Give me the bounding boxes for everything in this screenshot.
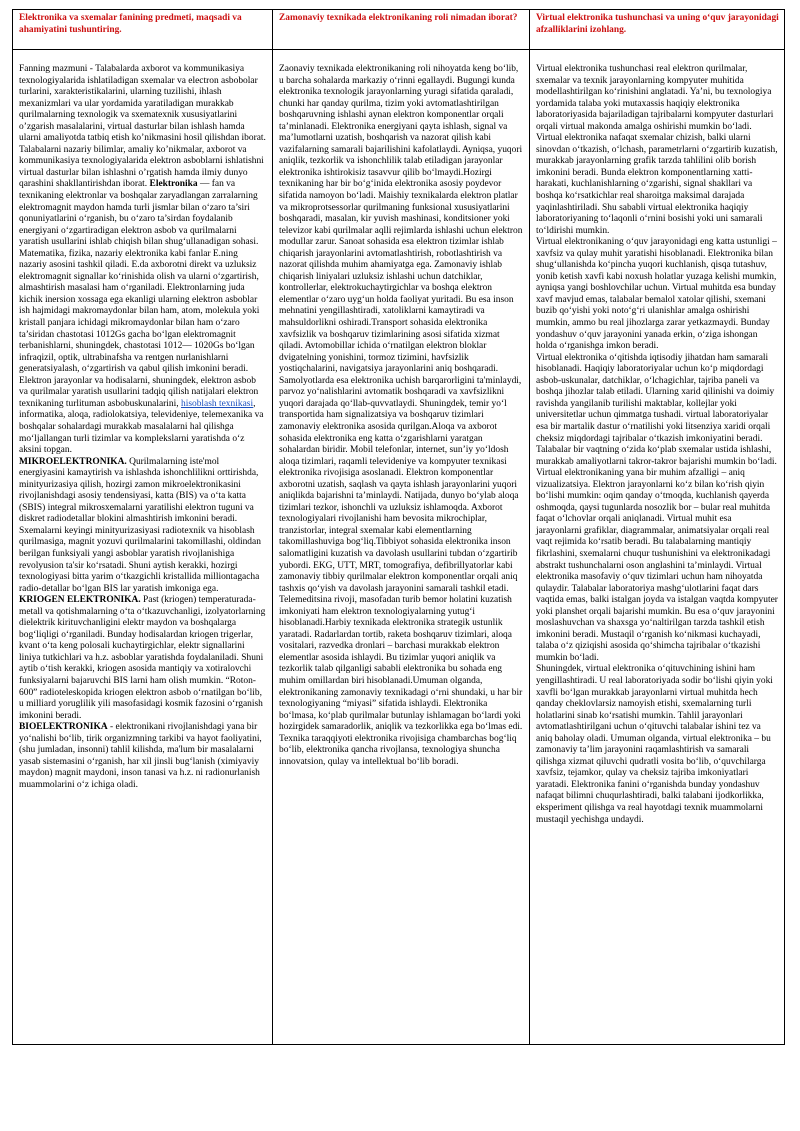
text-run: Fanning mazmuni - Talabalarda axborot va kommunikasiya texnologiyalarida ishlatiladigan sxemalar va elеctron asbobolar turlarini, xarakteristikalarini, ularning tuzilishi, ihlash mexanizmlari va ular yordamida yaratiladigan murakkab qurilmalarning texnologik va sxematexnik xususiyatlarini o’zgarish masalalarini, virtual dasturlar bilan ishlash hamda ularni amaliyotda tatbiq etish ko’nikmasini hosil qilishdan iborat. Talabalarni nazariy bilimlar, amaliy ko’nikmalar, axborot va kommunikasiya texnologiyalarida elektron asboblarni ishlatishni virtual dasturlar bilan ishlashni o’rgatish hamda ilmiy dunyo qarashini shakllantirishdan iborat. — [19, 64, 266, 190]
column-body — [530, 50, 784, 1044]
paragraph — [536, 237, 779, 352]
paragraph — [19, 64, 267, 457]
bold-term: KRIOGEN ELEKTRONIKA. — [19, 595, 141, 606]
column-virtual-electronics — [529, 10, 784, 1044]
text-run: , informatika, aloqa, radiolokatsiya, televideniye, telemexanika va boshqalar sohalardagi murakkab masalalarni hal qilishga mo‘ljallangan turli tizimlar va komplekslarni yaratishda o‘z aksini topgan. — [19, 398, 264, 456]
column-heading: Elektronika va sxemalar fanining predmeti, maqsadi va ahamiyatini tushuntiring. — [13, 10, 272, 50]
column-heading: Zamonaviy texnikada elektronikaning roli nimadan iborat? — [273, 10, 529, 50]
paragraph — [536, 353, 779, 468]
text-run: Shuningdek, virtual elektronika o‘qituvchining ishini ham yengillashtiradi. U real laboratoriyada sodir bo‘lishi qiyin yoki xavfli bo‘lgan murakkab jarayonlarni virtual muhitda hech qanday cheklovlarsiz namoyish etishi, sxemalarning turli holatlarini sinab ko‘rsatishi mumkin. Tahlil jarayonlari avtomatlashtirilgani uchun o‘qituvchi talabalar ishini tez va aniq baholay oladi. Umuman olganda, virtual elektronika – bu zamonaviy ta’lim jarayonini raqamlashtirish va samarali qilishga xizmat qiluvchi qudratli vosita bo‘lib, o‘quvchilarga xavfsiz, tejamkor, qulay va cheksiz tajriba imkoniyatlari yaratadi. Elektronika fanini o‘rganishda bunday yondashuv nafaqat bilimni chuqurlashtiradi, balki talabani ijodkorlikka, eksperiment qilishga va real hayotdagi texnik muammolarni mustaqil yechishga undaydi. — [536, 664, 773, 825]
column-heading: Virtual elektronika tushunchasi va uning o‘quv jarayonidagi afzalliklarini izohlang. — [530, 10, 784, 50]
bold-term: MIKROELEKTRONIKA. — [19, 456, 127, 467]
answer-table — [12, 9, 785, 1045]
text-run: Qurilmalarning iste'mol energiyasini kamaytirish va ishlashda ishonchlilikni orttirishda, minityurizasiya qilish, hozirgi zamon mikroelektronikasini rivojlanishdagi asosiy tendensiyasi, katta (BIS) va o‘ta katta (SBIS) integral mikrosxemalarni yaratilishi elektron tuguni va diskret radiodetallar blokini almashtirish imkonini beradi. Sxemalarni keyingi minityurizasiyasi radiotexnik va hisoblash qurilmasiga, magnit yozuvi qurilmalarini takomillashi, oldindan berilgan funksiyali yangi asboblar yaratish rivojlanishiga revolyusion ta'sir ko‘rsatadi. Shuni aytish kerakki, hozirgi texnologiyasi bitta yarim o‘tkazgichli kristallida milliontagacha radio-detallar bo‘lgan BIS lar yaratish imkoniga ega. — [19, 456, 261, 594]
text-run: Zaonaviy texnikada elektronikaning roli nihoyatda keng bo‘lib, u barcha sohalarda markaziy o‘rinni egallaydi. Bugungi kunda elektronika texnologik jarayonlarning yuragi sifatida qaraladi, chunki har qanday qurilma, tizim yoki avtomatlashtirilgan boshqaruvning ishlashi aynan elektron komponentlar orqali ta’minlanadi. Elektronika energiyani qayta ishlash, signal va ma’lumotlarni uzatish, boshqarish va nazorat qilish kabi vazifalarning samarali bajarilishini kafolatlaydi. Ayniqsa, yuqori aniqlik, tezkorlik va ishonchlilik talab etiladigan jarayonlar elektronika ishtirokisiz tasavvur qilib bo‘lmaydi.Hozirgi texnikaning har bir bo‘g‘inida elektronika asosiy poydevor sifatida namoyon bo‘ladi. Maishiy texnikalarda elektron platlar va mikroprotsessorlar qurilmaning funksional xususiyatlarini boshqaradi, masalan, kir yuvish mashinasi, konditsioner yoki televizor kabi qurilmalar aqlli rejimlarda ishlashi uchun elektron modullar zarur. Sanoat sohasida esa elektron tizimlar ishlab chiqarish jarayonlarini avtomatlashtirish, robotlashtirish va nazorat qilishda muhim ahamiyatga ega. Zamonaviy ishlab chiqarish liniyalari uzluksiz ishlashi uchun datchiklar, kontrollerlar, elektrokuchaytirgichlar va boshqa elektron elementlar o‘zaro uyg‘un holda faoliyat yuritadi. Bu esa inson mehnatini yengillashtiradi, xatoliklarni kamaytiradi va mahsuldorlikni oshiradi.Transport sohasida elektronika xavfsizlik va boshqaruv tizimlarining asosi sifatida xizmat qiladi. Avtomobillar ichida o‘rnatilgan elektron bloklar dvigatelning yonishini, tormoz tizimini, havfsizlik yostiqchalarini, navigatsiya jarayonlarini aniq boshqaradi. Samolyotlarda esa elektronika uchish barqarorligini ta'minlaydi, parvoz yo‘nalishlarini avtomatik boshqaradi va xavfsizlikni yuqori darajada qo‘llab-quvvatlaydi. Shuningdek, temir yo‘l transportida ham signalizatsiya va boshqaruv tizimlari zamonaviy elektronika asosida qurilgan.Aloqa va axborot sohasida elektronika eng katta o‘zgarishlarni yaratgan sohalardan biridir. Mobil telefonlar, internet, sun’iy yo‘ldosh aloqa tizimlari, raqamli televideniye va kompyuter texnikasi elektronika rivojisiga asoslanadi. Elektron komponentlar axborotni uzatish, saqlash va qayta ishlash jarayonlarini yuqori aniqlikda bajarishni ta’minlaydi. Natijada, dunyo bo‘ylab aloqa tizimlari tezkor, ishonchli va uzluksiz ishlamoqda. Axborot texnologiyalari rivojlanishi ham bevosita mikrochiplar, tranzistorlar, integral sxemalar kabi elementlarning takomillashuviga bog‘liq.Tibbiyot sohasida elektronika inson salomatligini kuzatish va davolash usullarini tubdan o‘zgartirib yubordi. EKG, UTT, MRT, tomografiya, defibrillyatorlar kabi zamonaviy tibbiy qurilmalar elektron komponentlar orqali aniq tashxis qo‘yish va davolash jarayonini samarali tashkil etadi. Telemeditsina rivoji, masofadan turib bemor holatini kuzatish imkoniyati ham elektron texnologiyalarning yutug‘i hisoblanadi.Harbiy texnikada elektronika strategik ustunlik yaratadi. Radarlardan tortib, raketa boshqaruv tizimlari, aloqa vositalari, razvedka dronlari – barchasi murakkab elektron elementlar asosida ishlaydi. Bu tizimlar yuqori aniqlik va tezkorlik talab qilganligi sababli elektronika bu sohada eng muhim omillardan biri hisoblanadi.Umuman olganda, elektronikaning zamonaviy texnikadagi o‘rni shundaki, u har bir texnologiyaning “miyasi” sifatida ishlaydi. Elektronika bo‘lmasa, ko‘plab qurilmalar butunlay ishlamagan bo‘lardi yoki hozirgidek samaradorlik, aniqlik va tezkorlikka ega bo‘lmas edi. Texnika taraqqiyoti elektronika rivojisiga chambarchas bog‘liq bo‘lib, elektronika qancha rivojlansa, texnologiya shuncha innovatsion, qulay va intellektual bo‘lib boradi. — [279, 64, 523, 767]
paragraph — [279, 64, 524, 768]
column-body — [13, 50, 272, 1044]
paragraph — [19, 595, 267, 722]
text-run: Virtual elektronika tushunchasi real elektron qurilmalar, sxemalar va texnik jarayonlarning kompyuter muhitida modellashtirilgan ko‘rinishini anglatadi. Ya’ni, bu texnologiya yordamida talaba yoki mutaxassis haqiqiy elektronika laboratoriyasida bajariladigan tajribalarni kompyuter dasturlari orqali virtual makonda amalga oshirishi mumkin bo‘ladi. Virtual elektronika nafaqat sxemalar chizish, balki ularni sinovdan o‘tkazish, o‘lchash, parametrlarni o‘zgartirib kuzatish, murakkab jarayonlarning grafik tarzda tahlilini olib borish imkonini beradi. Bunda elektron komponentlarning xatti-harakati, kuchlanishlarning o‘zgarishi, signal shakllari va boshqa ko‘rsatkichlar real sharoitga maksimal darajada yaqinlashtiriladi. Shu sababli virtual elektronika haqiqiy laboratoriyaning to‘laqonli o‘rnini bosishi yoki uni samarali to‘ldirishi mumkin. — [536, 64, 778, 236]
text-run: Virtual elektronikaning o‘quv jarayonidagi eng katta ustunligi – xavfsiz va qulay muhit yaratishi hisoblanadi. Elektronika bilan shug‘ullanishda ko‘pincha yuqori kuchlanish, qisqa tutashuv, yonib ketish xavfi kabi noxush holatlar yuzaga kelishi mumkin, ayniqsa yangi boshlovchilar uchun. Virtual muhitda esa bunday xavf mavjud emas, talabalar bemalol xatolar qilishi, sxemani buzib qo‘yishi yoki noto‘g‘ri ulanishlar amalga oshirishi mumkin, ammo bu real jihozlarga zarar yetkazmaydi. Bunday yondashuv o‘quv jarayonini yanada erkin, o‘ziga ishongan holda o‘rganishga imkon beradi. — [536, 237, 777, 352]
column-body — [273, 50, 529, 1044]
column-role-in-technology — [272, 10, 529, 1044]
text-run: Virtual elektronikaning yana bir muhim afzalligi – aniq vizualizatsiya. Elektron jarayonlarni ko‘z bilan ko‘rish qiyin bo‘lishi mumkin: oqim qanday o‘tmoqda, kuchlanish qayerda oshmoqda, qaysi tugunlarda nosozlik bor – bular real muhitda faqat o‘lchovlar orqali aniqlanadi. Virtual muhit esa jarayonlarni grafiklar, diagrammalar, animatsiyalar orqali real vaqt rejimida ko‘rsatib beradi. Bu talabalarning mantiqiy fikrlashini, sxemalarni chuqur tushunishini va elektronikadagi abstrakt tushunchalarni oson anglashini ta’minlaydi. Virtual elektronika masofaviy o‘quv tizimlari uchun ham nihoyatda qulaydir. Talabalar laboratoriya mashg‘ulotlarini faqat dars vaqtida emas, balki istalgan joyda va istalgan vaqtda kompyuter yoki planshet orqali bajarishi mumkin. Bu esa o‘quv jarayonini moslashuvchan va shaxsga yo‘naltirilgan tarzda tashkil etish imkonini beradi. Mustaqil o‘rganish ko‘nikmasi kuchayadi, talaba o‘z qiziqishi asosida qo‘shimcha tajribalar o‘tkazishi mumkin bo‘ladi. — [536, 468, 778, 663]
column-subject-purpose — [13, 10, 272, 1044]
paragraph — [19, 457, 267, 596]
bold-term: BIOELEKTRONIKA — [19, 722, 108, 733]
paragraph — [536, 664, 779, 826]
paragraph — [19, 722, 267, 791]
text-run: Virtual elektronika o‘qitishda iqtisodiy jihatdan ham samarali hisoblanadi. Haqiqiy laboratoriyalar uchun ko‘p miqdordagi asbob-uskunalar, datchiklar, o‘lchagichlar, tajriba paneli va boshqa jihozlar talab etiladi. Ularning xarid qilinishi va doimiy ravishda yangilanib turilishi maktablar, kollejlar yoki universitetlar uchun qimmatga tushadi. virtual laboratoriyalar esa bir martalik dastur o‘rnatilishi yoki litsenziya xaridi orqali cheksiz miqdordagi tajribalar o‘tkazish imkoniyatini beradi. Talabalar bir vaqtning o‘zida ko‘plab sxemalar ustida ishlashi, murakkab amaliyotlarni takror-takror bajarishi mumkin bo‘ladi. — [536, 352, 777, 467]
paragraph — [536, 468, 779, 664]
text-run: - elektronikani rivojlanishdagi yana bir yo‘nalishi bo‘lib, tirik organizmning tarkibi va hayot faoliyatini, (shu jumladan, insonni) tahlil kilishda, ma'lum bir masalalarni yasab sistemasini o‘rganish, har xil jinsli bug‘lanish (ximiyaviy maydon) magnit maydoni, inson tanasi va h.z. ni radionurlanish muammolarini o‘z ichiga oladi. — [19, 722, 262, 790]
text-run: Past (kriogen) temperaturada-metall va qotishmalarning o‘ta o‘tkazuvchanligi, izolyatorlarning dielektrik kirituvchanligini elektr maydon va boshqalarga bog‘liqligi o‘rganiladi. Bunday hodisalardan kriogen trigerlar, kvant o‘ta keng polosali kuchaytirgichlar, elektr signallarini liniya tutkichlari va h.z. asboblar yaratishda foydalaniladi. Shuni aytib o‘tish kerakki, kriogen asosida mantiqiy va xotiralovchi funksiyalarni bajaruvchi BIS larni ham olish mumkin. “Roton-600” radioteleskopida kriogen elektron asbob o‘rnatilgan bo‘lib, u milliard yoruglilik yili masofasidagi kosmik fazosini o‘rganish imkonini beradi. — [19, 595, 266, 721]
text-run: — fan va texnikaning elektronlar va boshqalar zaryadlangan zarralarning elektromagnit maydon hamda turli jismlar bilan o‘zaro ta’siri qonuniyatlarini o‘rganish, bu o‘zaro ta’sirdan foydalanib energiyani o‘zgartiradigan elektron asbob va qurilmalarni yaratish usullarini ishlab chiqish bilan shug‘ullanadigan sohasi. Matematika, fizika, nazariy elektronika kabi fanlar E.ning nazariy asosini tashkil qiladi. E.da axborotni direkt va uzluksiz elektromagnit signallar ko‘rinishida olish va ularni o‘zgartirish, almashtirish masalasi ham o‘rganiladi. Elektronlarning juda kichik inersion xossaga ega ekanligi ularning elektron asboblar ish hajmidagi makromaydonlar bilan ham, atom, molekula yoki kristall panjara ichidagi mikromaydonlar bilan ham o‘zaro ta’siridan chastotasi 1012Gs gacha bo‘lgan elektromagnit terbanishlarni, shuningdek, chastotasi 1012— 1020Gs bo‘lgan infraqizil, optik, ultrabinafsha va rentgen nurlanishlarni generatsiyalash, o‘zgartirish va qabul qilish imkonini beradi. Elektron jarayonlar va hodisalarni, shuningdek, elektron asbob va qurilmalar yaratish usullarini tadqiq qilish natijalari elektron texnikaning turlituman asbobuskunalarini, — [19, 179, 260, 409]
bold-term: Elektronika — [149, 179, 198, 190]
paragraph — [536, 64, 779, 237]
inline-link[interactable]: hisoblash texnikasi — [180, 398, 254, 409]
